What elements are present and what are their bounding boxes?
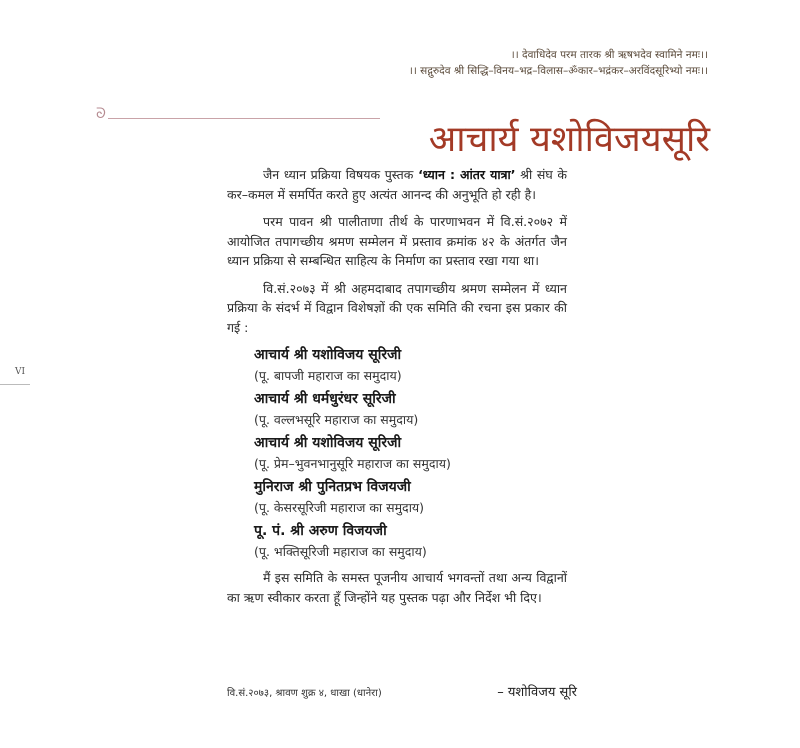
date-place: वि.सं.२०७३, श्रावण शुक्र ४, धाखा (धानेरा) — [227, 688, 382, 699]
body-text — [227, 165, 567, 615]
committee-member — [254, 477, 567, 518]
committee-list — [254, 345, 567, 562]
member-lineage: (पू. भक्तिसूरिजी महाराज का समुदाय) — [254, 544, 427, 559]
member-name: आचार्य श्री धर्मधुरंधर सूरिजी — [254, 391, 396, 407]
title-row — [90, 92, 710, 161]
member-lineage: (पू. बापजी महाराज का समुदाय) — [254, 368, 402, 383]
invocation-line-1: ।। देवाधिदेव परम तारक श्री ऋषभदेव स्वामिने नमः।। — [510, 49, 708, 61]
member-name: आचार्य श्री यशोविजय सूरिजी — [254, 435, 402, 451]
member-name: पू. पं. श्री अरुण विजयजी — [254, 523, 387, 539]
member-name: मुनिराज श्री पुनितप्रभ विजयजी — [254, 479, 411, 495]
member-lineage: (पू. प्रेम–भुवनभानुसूरि महाराज का समुदाय) — [254, 456, 451, 471]
book-title: ‘ध्यान : आंतर यात्रा’ — [418, 167, 516, 182]
page-number: VI — [15, 367, 26, 377]
swirl-ornament-icon: ᘐ — [96, 106, 106, 122]
committee-member — [254, 345, 567, 386]
margin-rule — [0, 384, 30, 385]
invocation-lines — [409, 47, 708, 79]
committee-member — [254, 433, 567, 474]
paragraph-committee-intro: वि.सं.२०७३ में श्री अहमदाबाद तपागच्छीय श्रमण सम्मेलन में ध्यान प्रक्रिया के संदर्भ में विद्वान विशेषज्ञों की एक समिति की रचना इस प्रकार की गई : — [227, 280, 567, 335]
member-lineage: (पू. केसरसूरिजी महाराज का समुदाय) — [254, 500, 425, 515]
title-rule — [108, 118, 380, 119]
invocation-line-2: ।। सद्गुरुदेव श्री सिद्धि–विनय–भद्र–विलास–ॐकार–भद्रंकर–अरविंदसूरिभ्यो नमः।। — [408, 65, 708, 77]
paragraph-dedication: जैन ध्यान प्रक्रिया विषयक पुस्तक ‘ध्यान : आंतर यात्रा’ श्री संघ के कर–कमल में समर्पित करते हुए अत्यंत आनन्द की अनुभूति हो रही है। — [227, 167, 567, 202]
member-name: आचार्य श्री यशोविजय सूरिजी — [254, 347, 402, 363]
page-title: आचार्य यशोविजयसूरि — [428, 119, 710, 161]
paragraph-acknowledgement: मैं इस समिति के समस्त पूजनीय आचार्य भगवन्तों तथा अन्य विद्वानों का ऋण स्वीकार करता हूँ जिन्होंने यह पुस्तक पढ़ा और निर्देश भी दिए। — [227, 570, 567, 605]
paragraph-proposal: परम पावन श्री पालीताणा तीर्थ के पारणाभवन में वि.सं.२०७२ में आयोजित तपागच्छीय श्रमण सम्मेलन में प्रस्ताव क्रमांक ४२ के अंतर्गत जैन ध्यान प्रक्रिया से सम्बन्धित साहित्य के निर्माण का प्रस्ताव रखा गया था। — [227, 214, 567, 268]
signature: – यशोविजय सूरि — [497, 685, 577, 700]
committee-member — [254, 521, 567, 562]
footer — [227, 682, 577, 702]
member-lineage: (पू. वल्लभसूरि महाराज का समुदाय) — [254, 412, 419, 427]
committee-member — [254, 389, 567, 430]
